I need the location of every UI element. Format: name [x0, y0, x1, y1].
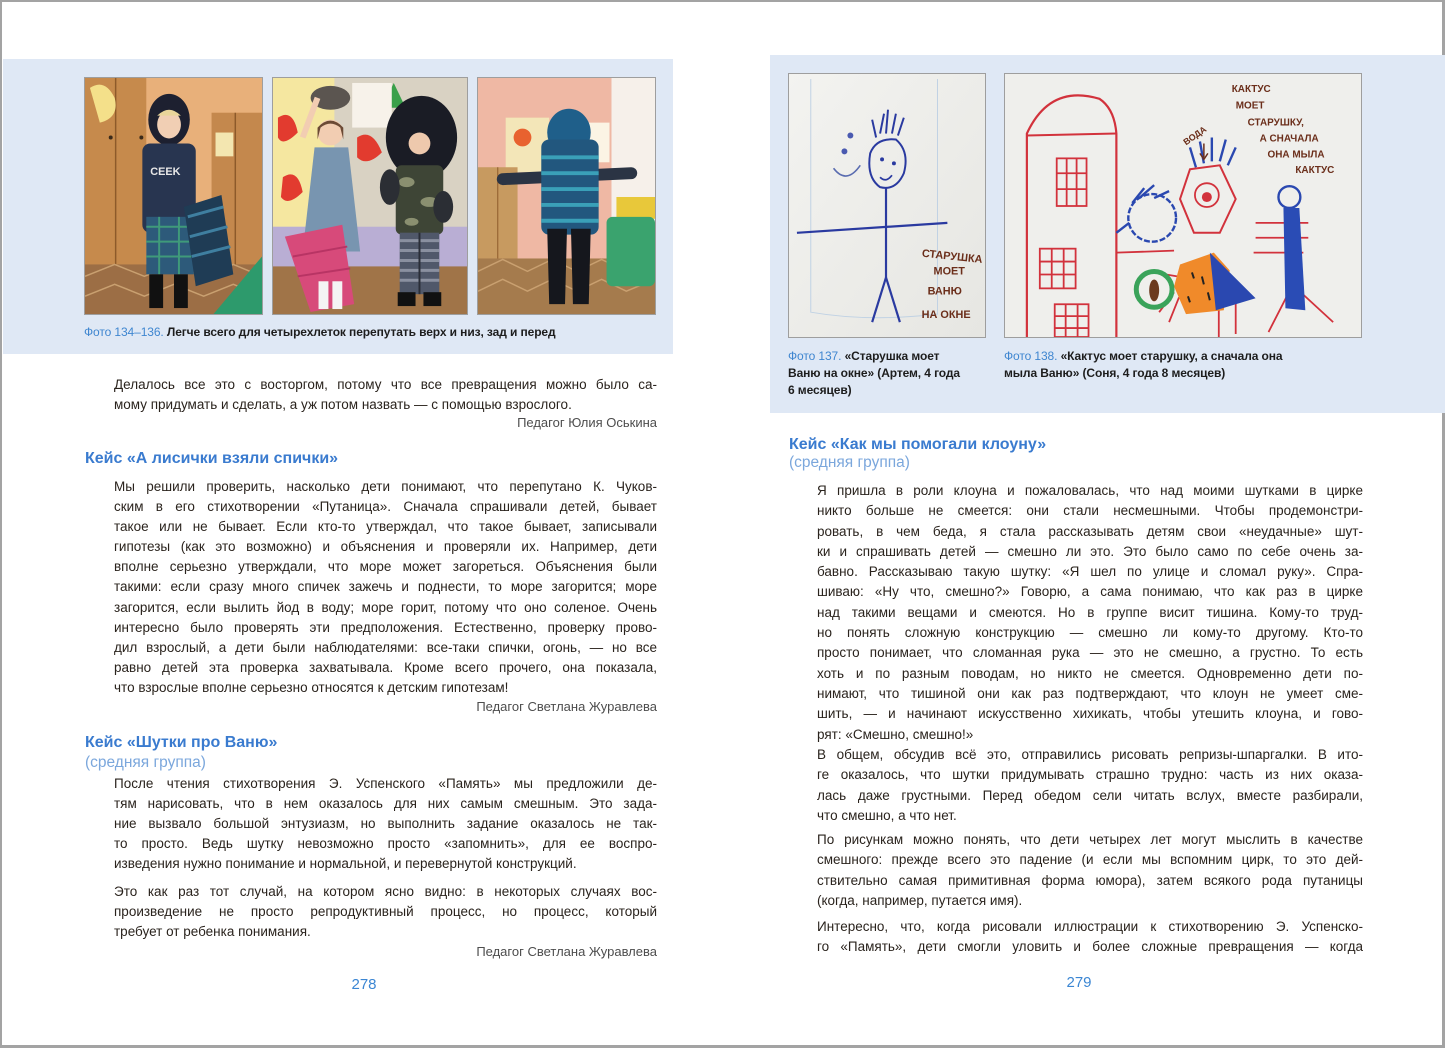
caption-text: «Старушка моет [844, 349, 940, 363]
intro-paragraph [114, 375, 657, 415]
text-line: По рисункам можно понять, что дети четырех лет могут мыслить в качестве [817, 832, 1363, 847]
text-line: такое или не бывает. Если кто-то утверждал, что такое бывает, записывали [114, 519, 657, 535]
text-line: что взрослые вполне серьезно относятся к детским гипотезам! [114, 679, 509, 695]
text-line: го «Память», дети смогли уловить и более сложные превращения — когда [817, 939, 1363, 955]
svg-text:СТАРУШКУ,: СТАРУШКУ, [1247, 117, 1304, 129]
photo-child-in-snowsuit-image [478, 78, 655, 314]
text-line: Интересно, что, когда рисовали иллюстрации к стихотворению Э. Успенско- [817, 919, 1363, 934]
svg-text:МОЕТ: МОЕТ [1235, 100, 1265, 112]
photo-135 [272, 77, 468, 315]
caption-line: Ваню на окне» (Артем, 4 года [788, 366, 960, 380]
text-line: В общем, обсудив всё это, отправились рисовать репризы-шпаргалки. В ито- [817, 747, 1363, 762]
page-number-left: 278 [351, 976, 377, 993]
text-line: то просто. Ведь шутку невозможно просто «запомнить», для ее воспро- [114, 836, 657, 852]
caption-label: Фото 134–136. [84, 325, 164, 339]
text-line: ние вызвало большой энтузиазм, но выполнить задание оказалось не так- [114, 816, 657, 832]
text-line: хоть и по разным поводам, но никто не смеется. Одновременно дети по- [817, 665, 1363, 681]
text-line: что смешно, а что нет. [817, 807, 957, 823]
svg-text:КАКТУС: КАКТУС [1231, 83, 1271, 95]
photo-136 [477, 77, 656, 315]
case-klown-paragraph-4 [817, 917, 1363, 958]
caption-label: Фото 137. [788, 349, 842, 363]
text-line: Я пришла в роли клоуна и пожаловалась, что над моими шутками в цирке [817, 483, 1363, 498]
text-line: вполне серьезно утверждали, что море может загореться. Объяснения были [114, 559, 657, 575]
child-drawing-kaktus-image [1005, 74, 1361, 337]
svg-text:ОНА МЫЛА: ОНА МЫЛА [1267, 149, 1325, 161]
text-line: (когда, например, путается имя). [817, 892, 1023, 908]
text-line: лась даже грустными. Перед обедом сели читать вслух, вместе разбирали, [817, 787, 1363, 803]
text-line: над такими вещами и смеются. Но в группе висит тишина. Кому-то труд- [817, 604, 1363, 620]
figure-caption-137 [788, 348, 960, 399]
text-line: смешного: прежде всего это падение (и если мы вспомним цирк, то это дей- [817, 852, 1363, 868]
figure-caption-138 [1004, 348, 1283, 382]
text-line: загорится, если вылить йод в воду; море горит, потому что оно соленое. Очень [114, 599, 657, 615]
page-number-right: 279 [1066, 974, 1092, 991]
text-line: требует от ребенка понимания. [114, 924, 311, 940]
case-title-klown: Кейс «Как мы помогали клоуну» [789, 436, 1047, 453]
svg-text:CEEK: CEEK [150, 166, 181, 179]
text-line: тям нарисовать, что в нем оказалось для них самым смешным. Это зада- [114, 796, 657, 812]
case-subtitle-group: (средняя группа) [85, 754, 206, 771]
text-line: нимают, что тишиной они как раз подтверждают, что клоун не умеет сме- [817, 685, 1363, 701]
text-line: ствительно самая примитивная форма юмора), затем всякого рода путаницы [817, 872, 1363, 888]
case-title-lisichki: Кейс «А лисички взяли спички» [85, 450, 339, 467]
case-subtitle-group: (средняя группа) [789, 454, 910, 471]
text-line: бавно. Рассказываю такую шутку: «Я шел по улице и сломал руку». Спра- [817, 564, 1363, 580]
text-line: Делалось все это с восторгом, потому что все превращения можно было са- [114, 377, 657, 392]
photo-two-children-image [273, 78, 467, 314]
caption-line [788, 348, 960, 365]
svg-text:НА ОКНЕ: НА ОКНЕ [921, 309, 971, 322]
figure-caption-134-136 [84, 324, 556, 341]
text-line: никто больше не смеется: они стали несмешными. Чтобы продемонстри- [817, 503, 1363, 519]
text-line: ским в его стихотворении «Путаница». Сначала спрашивали детей, бывает [114, 499, 657, 515]
attribution-zhuravleva-2: Педагог Светлана Журавлева [476, 944, 657, 959]
text-line: шить, — и начинают искусственно хихикать, чтобы утешить клоуна, и гово- [817, 706, 1363, 722]
text-line: дил взрослый, а дети были наблюдателями: все-таки спички, огонь, — но все [114, 639, 657, 655]
text-line: Это как раз тот случай, на котором ясно видно: в некоторых случаях вос- [114, 884, 657, 899]
caption-text: Легче всего для четырехлеток перепутать верх и низ, зад и перед [166, 325, 556, 339]
svg-text:ВАНЮ: ВАНЮ [927, 285, 962, 298]
text-line: такими: если сразу много спичек зажечь и поднести, то море загорится; море [114, 579, 657, 595]
text-line: рят: «Смешно, смешно!» [817, 726, 974, 742]
text-line: изведения нужно понимание и нормальной, и перевернутой конструкций. [114, 856, 577, 872]
caption-text: «Кактус моет старушку, а сначала она [1060, 349, 1283, 363]
case-klown-paragraph-3 [817, 830, 1363, 911]
svg-text:ВОДА: ВОДА [1181, 124, 1209, 148]
text-line: Мы решили проверить, насколько дети понимают, что перепутано К. Чуков- [114, 479, 657, 494]
text-line: произведение не просто репродуктивный процесс, но процесс, который [114, 904, 657, 920]
text-line: ровать, в чем беда, я стала рассказывать детям свои «неудачные» шут- [817, 523, 1363, 539]
text-line: шиваю: «Ну что, смешно?» Говорю, а сама понимаю, что как раз в цирке [817, 584, 1363, 600]
case-shutki-paragraph-2 [114, 882, 657, 942]
text-line: ге оказалось, что шутки придумывать страшно трудно: часть из них оказа- [817, 767, 1363, 783]
caption-line [1004, 348, 1283, 365]
case-title-shutki: Кейс «Шутки про Ваню» [85, 734, 278, 751]
case-klown-paragraph-2 [817, 745, 1363, 826]
text-line: но понять сложную конструкцию — смешно ли кому-то другому. Кто-то [817, 625, 1363, 641]
text-line: гипотезы (как это возможно) и объяснения и проверяли их. Например, дети [114, 539, 657, 555]
text-line: После чтения стихотворения Э. Успенского «Память» мы предложили де- [114, 776, 657, 791]
text-line: ки и спрашивать детей — смешно ли это. Это было само по себе очень за- [817, 543, 1363, 559]
attribution-oskina: Педагог Юлия Оськина [517, 415, 657, 430]
attribution-zhuravleva-1: Педагог Светлана Журавлева [476, 699, 657, 714]
photo-138-drawing [1004, 73, 1362, 338]
case-shutki-paragraph-1 [114, 774, 657, 874]
svg-text:КАКТУС: КАКТУС [1295, 165, 1335, 177]
svg-text:СТАРУШКА: СТАРУШКА [921, 247, 983, 266]
photo-137-drawing [788, 73, 986, 338]
caption-label: Фото 138. [1004, 349, 1058, 363]
caption-line: 6 месяцев) [788, 383, 852, 397]
photo-134 [84, 77, 263, 315]
text-line: просто понимает, что сломанная рука — это не смешно, а грустно. То есть [817, 645, 1363, 661]
text-line: интересно было проверять эти предположения. Естественно, проверку прово- [114, 619, 657, 635]
text-line: равно детей эта проверка захватывала. Кроме всего прочего, она показала, [114, 659, 657, 675]
child-drawing-starushka-image [789, 74, 985, 337]
text-line: мому придумать и сделать, а уж потом назвать — с помощью взрослого. [114, 397, 572, 413]
case-klown-paragraph-1 [817, 481, 1363, 745]
photo-boy-with-jacket-image [85, 78, 262, 314]
svg-text:А СНАЧАЛА: А СНАЧАЛА [1259, 133, 1319, 145]
caption-line: мыла Ваню» (Соня, 4 года 8 месяцев) [1004, 366, 1226, 380]
case-lisichki-paragraph [114, 477, 657, 698]
svg-text:МОЕТ: МОЕТ [933, 265, 965, 278]
